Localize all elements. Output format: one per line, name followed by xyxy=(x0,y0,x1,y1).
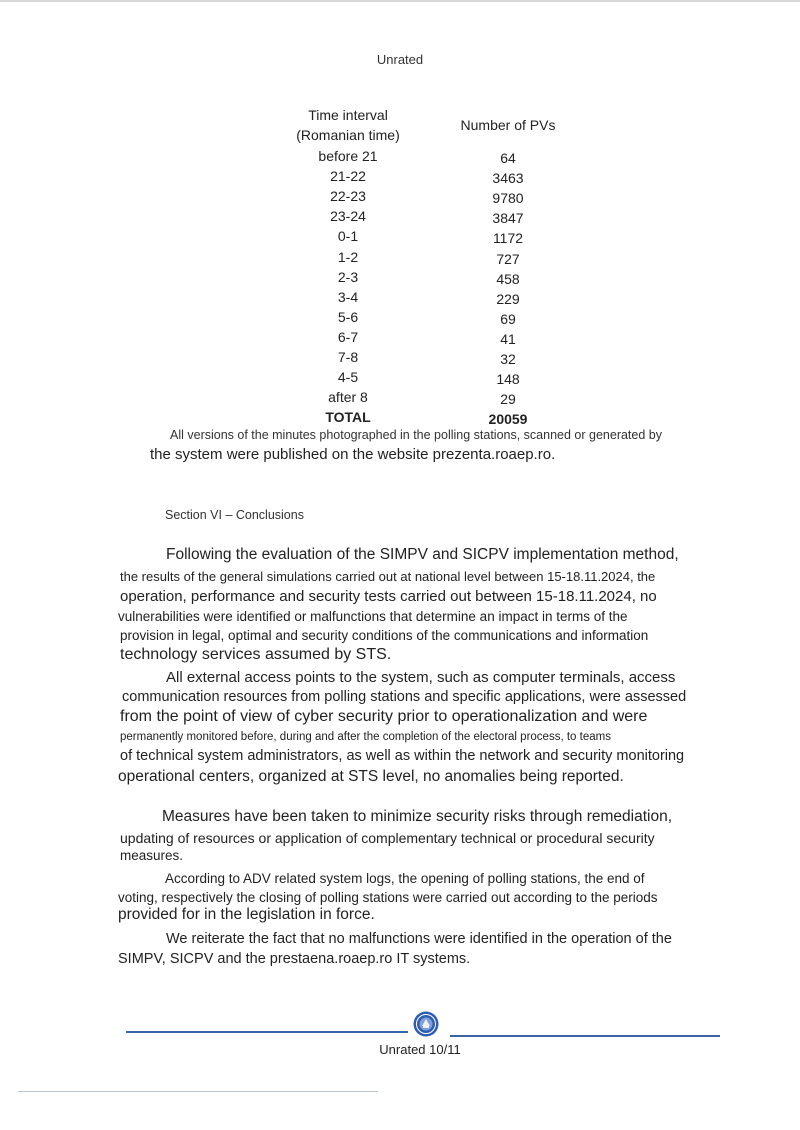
paragraph-1-line-3: operation, performance and security tests carried out between 15-18.11.2024, no xyxy=(120,588,657,605)
row-number-of-pvs: 3847 xyxy=(492,210,524,227)
table-row xyxy=(270,267,590,287)
paragraph-4-line-3: provided for in the legislation in force. xyxy=(118,906,375,923)
paragraph-5-line-2: SIMPV, SICPV and the prestaena.roaep.ro IT systems. xyxy=(118,951,471,967)
publication-note-line1: All versions of the minutes photographed in the polling stations, scanned or generated by xyxy=(170,428,662,442)
footer-rule-right xyxy=(450,1035,720,1037)
section-title: Section VI – Conclusions xyxy=(165,508,304,522)
paragraph-1-line-2: the results of the general simulations carried out at national level between 15-18.11.2024, the xyxy=(120,569,656,584)
row-number-of-pvs: 727 xyxy=(496,250,520,267)
table-row xyxy=(270,367,590,387)
paragraph-2-line-4: permanently monitored before, during and after the completion of the electoral process, to teams xyxy=(120,731,611,743)
table-body xyxy=(270,146,590,407)
table-row xyxy=(270,387,590,407)
institution-seal-icon xyxy=(413,1011,439,1037)
row-time-interval: 7-8 xyxy=(337,348,359,365)
paragraph-2-line-2: communication resources from polling stations and specific applications, were assessed xyxy=(122,689,687,705)
row-time-interval: 2-3 xyxy=(337,268,359,285)
row-time-interval: 3-4 xyxy=(337,288,359,305)
paragraph-3-line-2: updating of resources or application of complementary technical or procedural security xyxy=(120,830,655,846)
paragraph-4-line-1: According to ADV related system logs, the opening of polling stations, the end of xyxy=(165,871,645,886)
paragraph-2-line-6: operational centers, organized at STS level, no anomalies being reported. xyxy=(118,768,624,785)
table-row xyxy=(270,226,590,246)
row-time-interval: 21-22 xyxy=(330,168,366,185)
paragraph-1-line-6: technology services assumed by STS. xyxy=(120,646,392,663)
scan-artifact-line xyxy=(18,1091,378,1092)
row-number-of-pvs: 69 xyxy=(500,310,516,327)
column-header-number-of-pvs: Number of PVs xyxy=(460,117,556,133)
row-number-of-pvs: 229 xyxy=(496,290,520,307)
table-row xyxy=(270,206,590,226)
paragraph-3-line-1: Measures have been taken to minimize security risks through remediation, xyxy=(162,808,673,825)
paragraph-2-line-5: of technical system administrators, as well as within the network and security monitoring xyxy=(120,748,685,764)
paragraph-5-line-1: We reiterate the fact that no malfunctions were identified in the operation of the xyxy=(166,931,672,947)
row-number-of-pvs: 29 xyxy=(500,391,516,408)
paragraph-2-line-3: from the point of view of cyber security prior to operationalization and were xyxy=(120,708,648,725)
row-time-interval: 22-23 xyxy=(330,188,366,205)
row-number-of-pvs: 148 xyxy=(496,371,520,388)
table-header-row xyxy=(270,104,590,146)
paragraph-1-line-5: provision in legal, optimal and security conditions of the communications and information xyxy=(120,628,649,643)
row-number-of-pvs: 3463 xyxy=(492,170,524,187)
row-number-of-pvs: 32 xyxy=(500,350,516,367)
total-value: 20059 xyxy=(488,411,528,428)
row-time-interval: 23-24 xyxy=(330,208,366,225)
pv-time-table xyxy=(270,104,590,427)
footer-page-number: Unrated 10/11 xyxy=(379,1042,461,1057)
table-row xyxy=(270,347,590,367)
footer-rule-left xyxy=(126,1031,408,1033)
row-number-of-pvs: 458 xyxy=(496,270,520,287)
header-classification-label: Unrated xyxy=(376,52,424,67)
table-row xyxy=(270,146,590,166)
table-total-row xyxy=(270,407,590,427)
column-header-time-interval xyxy=(270,105,426,145)
row-number-of-pvs: 1172 xyxy=(492,230,524,247)
paragraph-2-line-1: All external access points to the system, such as computer terminals, access xyxy=(166,669,676,686)
row-time-interval: 0-1 xyxy=(337,228,359,245)
paragraph-4-line-2: voting, respectively the closing of polling stations were carried out according to the periods xyxy=(118,890,658,905)
column-header-time-interval-line2: (Romanian time) xyxy=(296,127,400,143)
table-row xyxy=(270,307,590,327)
row-number-of-pvs: 41 xyxy=(500,330,516,347)
row-number-of-pvs: 9780 xyxy=(492,190,524,207)
table-row xyxy=(270,246,590,266)
page-top-edge xyxy=(0,0,800,2)
publication-note-line2: the system were published on the website prezenta.roaep.ro. xyxy=(150,446,556,463)
paragraph-1-line-4: vulnerabilities were identified or malfunctions that determine an impact in terms of the xyxy=(118,609,628,624)
paragraph-3-line-3: measures. xyxy=(120,848,184,863)
column-header-time-interval-line1: Time interval xyxy=(308,107,388,123)
row-time-interval: 4-5 xyxy=(337,369,359,386)
paragraph-1-line-1: Following the evaluation of the SIMPV and SICPV implementation method, xyxy=(166,546,679,563)
row-time-interval: 1-2 xyxy=(337,248,359,265)
row-number-of-pvs: 64 xyxy=(500,150,516,167)
table-row xyxy=(270,327,590,347)
table-row xyxy=(270,186,590,206)
table-row xyxy=(270,166,590,186)
row-time-interval: after 8 xyxy=(328,389,368,406)
row-time-interval: before 21 xyxy=(318,148,378,165)
total-label: TOTAL xyxy=(325,409,371,426)
row-time-interval: 6-7 xyxy=(337,328,359,345)
row-time-interval: 5-6 xyxy=(337,308,359,325)
table-row xyxy=(270,287,590,307)
